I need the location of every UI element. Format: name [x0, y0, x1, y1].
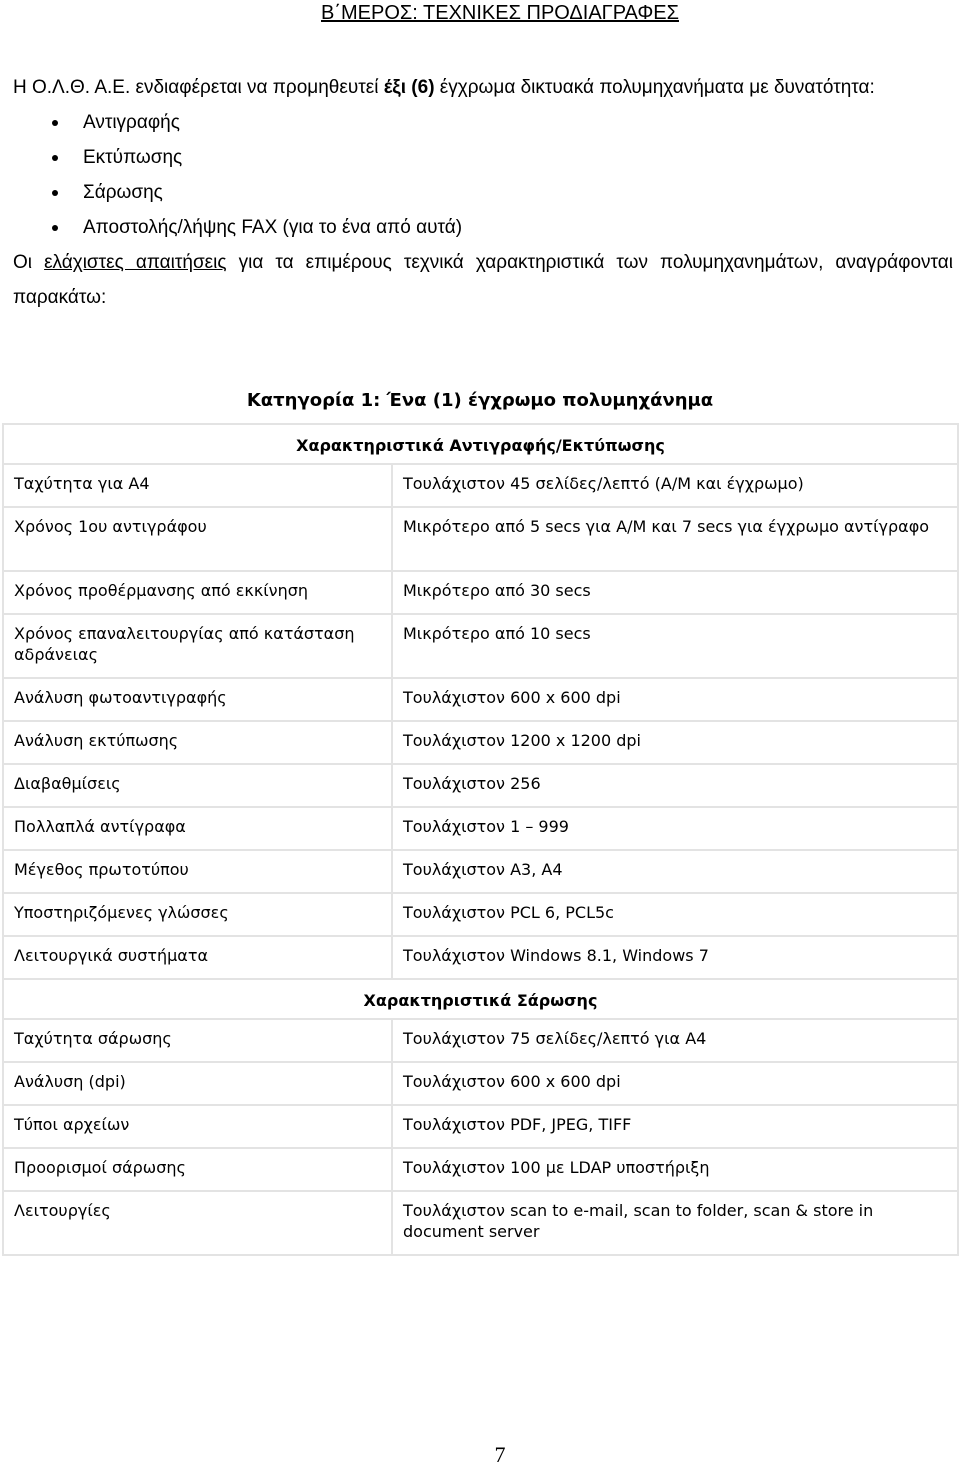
- table-row: [3, 678, 958, 721]
- spec-label: Ανάλυση εκτύπωσης: [3, 721, 392, 764]
- spec-value: Τουλάχιστον PCL 6, PCL5c: [392, 893, 958, 936]
- spec-value: Τουλάχιστον 75 σελίδες/λεπτό για Α4: [392, 1019, 958, 1062]
- spec-value: Τουλάχιστον PDF, JPEG, TIFF: [392, 1105, 958, 1148]
- spec-label: Ανάλυση (dpi): [3, 1062, 392, 1105]
- table-row: [3, 764, 958, 807]
- capability-item: Αποστολής/λήψης FAX (για το ένα από αυτά): [13, 210, 953, 245]
- spec-label: Λειτουργικά συστήματα: [3, 936, 392, 979]
- spec-value: Τουλάχιστον 100 με LDAP υποστήριξη: [392, 1148, 958, 1191]
- spec-label: Διαβαθμίσεις: [3, 764, 392, 807]
- intro-paragraph: [13, 70, 953, 105]
- spec-value: Τουλάχιστον scan to e-mail, scan to folder, scan & store in document server: [392, 1191, 958, 1255]
- spec-value: Τουλάχιστον 1 – 999: [392, 807, 958, 850]
- spec-value: Τουλάχιστον Windows 8.1, Windows 7: [392, 936, 958, 979]
- spec-label: Ανάλυση φωτοαντιγραφής: [3, 678, 392, 721]
- table-row: [3, 893, 958, 936]
- spec-label: Χρόνος επαναλειτουργίας από κατάσταση αδράνειας: [3, 614, 392, 678]
- capability-item: Σάρωσης: [13, 175, 953, 210]
- table-row: [3, 1105, 958, 1148]
- spec-label: Υποστηριζόμενες γλώσσες: [3, 893, 392, 936]
- table-row: [3, 464, 958, 507]
- spec-label: Τύποι αρχείων: [3, 1105, 392, 1148]
- table-row: [3, 807, 958, 850]
- req-text-end: για τα επιμέρους τεχνικά χαρακτηριστικά των πολυμηχανημάτων, αναγράφονται παρακάτω:: [13, 252, 953, 308]
- capability-item: Εκτύπωσης: [13, 140, 953, 175]
- table-row: [3, 507, 958, 571]
- table-row: [3, 614, 958, 678]
- spec-label: Ταχύτητα σάρωσης: [3, 1019, 392, 1062]
- spec-value: Μικρότερο από 10 secs: [392, 614, 958, 678]
- spec-value: Τουλάχιστον 600 x 600 dpi: [392, 678, 958, 721]
- section-header-row: [3, 424, 958, 464]
- spec-value: Τουλάχιστον 45 σελίδες/λεπτό (Α/Μ και έγχρωμο): [392, 464, 958, 507]
- table-row: [3, 721, 958, 764]
- capability-item: Αντιγραφής: [13, 105, 953, 140]
- table-row: [3, 1019, 958, 1062]
- spec-value: Τουλάχιστον 256: [392, 764, 958, 807]
- requirements-paragraph: [13, 245, 953, 315]
- table-row: [3, 571, 958, 614]
- page-number: 7: [494, 1442, 506, 1467]
- table-row: [3, 936, 958, 979]
- table-row: [3, 1148, 958, 1191]
- spec-label: Χρόνος 1ου αντιγράφου: [3, 507, 392, 571]
- req-underlined: ελάχιστες απαιτήσεις: [44, 252, 227, 273]
- spec-value: Τουλάχιστον Α3, Α4: [392, 850, 958, 893]
- intro-text-end: έγχρωμα δικτυακά πολυμηχανήματα με δυνατότητα:: [434, 77, 875, 98]
- table-row: [3, 1191, 958, 1255]
- spec-label: Μέγεθος πρωτοτύπου: [3, 850, 392, 893]
- spec-value: Μικρότερο από 30 secs: [392, 571, 958, 614]
- spec-label: Ταχύτητα για Α4: [3, 464, 392, 507]
- copy-print-heading: Χαρακτηριστικά Αντιγραφής/Εκτύπωσης: [3, 424, 958, 464]
- spec-value: Τουλάχιστον 1200 x 1200 dpi: [392, 721, 958, 764]
- section-header-row: [3, 979, 958, 1019]
- table-row: [3, 850, 958, 893]
- intro-text: Η Ο.Λ.Θ. Α.Ε. ενδιαφέρεται να προμηθευτεί: [13, 77, 384, 98]
- spec-table: [2, 423, 959, 1256]
- table-row: [3, 1062, 958, 1105]
- spec-value: Μικρότερο από 5 secs για Α/Μ και 7 secs για έγχρωμο αντίγραφο: [392, 507, 958, 571]
- spec-label: Λειτουργίες: [3, 1191, 392, 1255]
- spec-label: Προορισμοί σάρωσης: [3, 1148, 392, 1191]
- capability-list: [13, 105, 953, 245]
- spec-label: Χρόνος προθέρμανσης από εκκίνηση: [3, 571, 392, 614]
- category-title: Κατηγορία 1: Ένα (1) έγχρωμο πολυμηχάνημα: [246, 390, 714, 411]
- quantity-bold: έξι (6): [383, 77, 435, 98]
- spec-value: Τουλάχιστον 600 x 600 dpi: [392, 1062, 958, 1105]
- scan-heading: Χαρακτηριστικά Σάρωσης: [3, 979, 958, 1019]
- page-title: Β΄ΜΕΡΟΣ: ΤΕΧΝΙΚΕΣ ΠΡΟΔΙΑΓΡΑΦΕΣ: [321, 2, 679, 24]
- req-text: Οι: [13, 252, 45, 273]
- spec-label: Πολλαπλά αντίγραφα: [3, 807, 392, 850]
- intro-section: [13, 70, 953, 315]
